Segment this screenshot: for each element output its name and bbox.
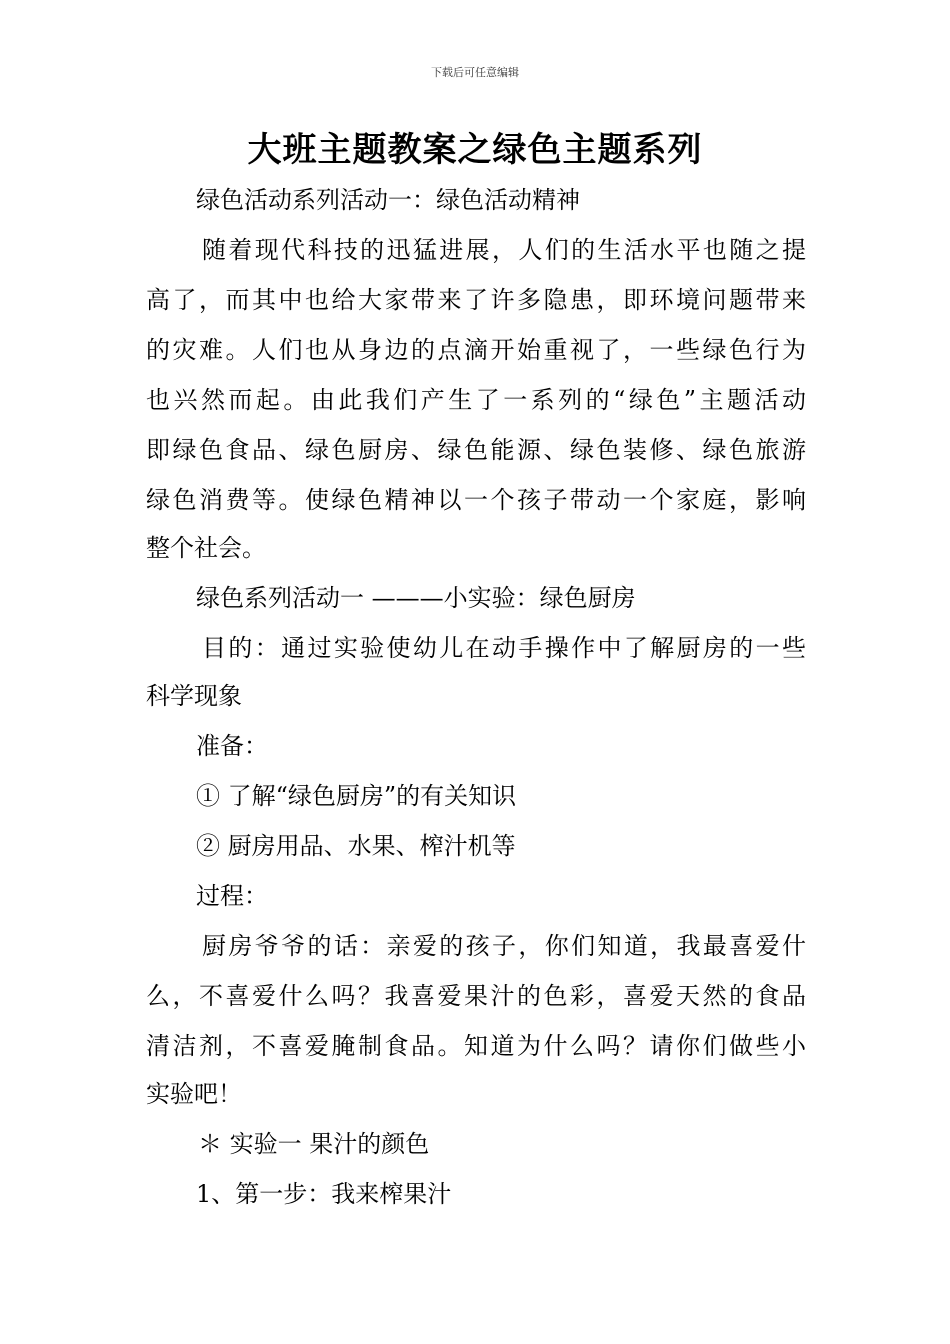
paragraph-line: 高了，而其中也给大家带来了许多隐患，即环境问题带来 — [146, 286, 806, 314]
document-title: 大班主题教案之绿色主题系列 — [247, 130, 703, 170]
section-heading: 绿色系列活动一 ———小实验：绿色厨房 — [196, 584, 636, 612]
experiment-heading: ＊ 实验一 果汁的颜色 — [198, 1130, 430, 1158]
paragraph-line: 即绿色食品、绿色厨房、绿色能源、绿色装修、绿色旅游 — [146, 436, 806, 464]
list-item: ① 了解“绿色厨房”的有关知识 — [196, 782, 517, 810]
paragraph-line: 也兴然而起。由此我们产生了一系列的“绿色”主题活动 — [146, 386, 806, 414]
paragraph-line: 清洁剂，不喜爱腌制食品。知道为什么吗？请你们做些小 — [146, 1032, 806, 1060]
paragraph-line: 的灾难。人们也从身边的点滴开始重视了，一些绿色行为 — [146, 336, 806, 364]
paragraph-line: 绿色消费等。使绿色精神以一个孩子带动一个家庭，影响 — [146, 486, 806, 514]
paragraph-line: 实验吧！ — [146, 1080, 242, 1108]
step-heading: 1、第一步：我来榨果汁 — [196, 1180, 452, 1208]
list-item: ② 厨房用品、水果、榨汁机等 — [196, 832, 516, 860]
page-header-note: 下载后可任意编辑 — [431, 66, 519, 79]
paragraph-line: 厨房爷爷的话：亲爱的孩子，你们知道，我最喜爱什 — [202, 932, 806, 960]
paragraph-line: 整个社会。 — [146, 534, 266, 562]
section-label: 准备： — [196, 732, 268, 760]
paragraph-line: 目的：通过实验使幼儿在动手操作中了解厨房的一些 — [202, 634, 806, 662]
paragraph-line: 随着现代科技的迅猛进展，人们的生活水平也随之提 — [202, 236, 806, 264]
paragraph-line: 科学现象 — [146, 682, 242, 710]
section-label: 过程： — [196, 882, 268, 910]
section-heading: 绿色活动系列活动一：绿色活动精神 — [196, 186, 580, 214]
paragraph-line: 么，不喜爱什么吗？我喜爱果汁的色彩，喜爱天然的食品 — [146, 982, 806, 1010]
